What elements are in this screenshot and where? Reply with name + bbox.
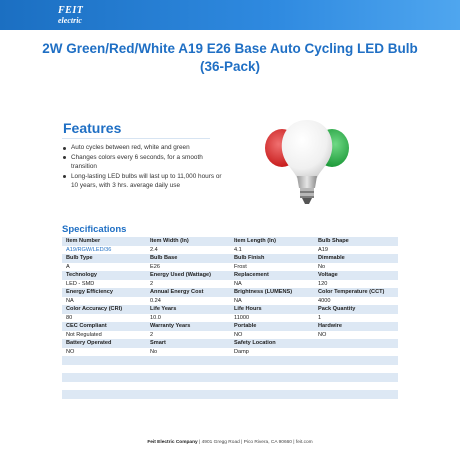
spec-value: 120 [318, 280, 328, 287]
spec-label: Battery Operated [66, 340, 112, 346]
spec-value: Frost [234, 263, 247, 270]
specifications-table [62, 237, 398, 407]
spec-empty-row [62, 390, 398, 399]
spec-header-row [62, 271, 398, 280]
spec-value: 1 [318, 314, 322, 321]
spec-value: 80 [66, 314, 73, 321]
footer-website: feit.com [295, 440, 313, 445]
spec-value: NA [66, 297, 74, 304]
spec-label: Hardwire [318, 323, 342, 329]
spec-value: 2.4 [150, 246, 158, 253]
led-bulb-icon [262, 112, 352, 210]
spec-value: LED - SMD [66, 280, 95, 287]
spec-value-row [62, 297, 398, 306]
spec-empty-row [62, 399, 398, 408]
feature-item: Auto cycles between red, white and green [62, 143, 227, 153]
spec-value-row [62, 314, 398, 323]
bulb-neck [297, 176, 317, 188]
product-title: 2W Green/Red/White A19 E26 Base Auto Cycling LED Bulb (36-Pack) [42, 41, 418, 74]
spec-label: Portable [234, 323, 257, 329]
spec-label: Color Accuracy (CRI) [66, 306, 123, 312]
spec-empty-row [62, 373, 398, 382]
spec-header-row [62, 322, 398, 331]
spec-value: A19 [318, 246, 328, 253]
spec-label: Brightness (LUMENS) [234, 289, 293, 295]
spec-value: 11000 [234, 314, 250, 321]
spec-value-row [62, 331, 398, 340]
footer-company: Feit Electric Company [147, 440, 198, 445]
spec-label: Item Length (In) [234, 238, 276, 244]
spec-value: No [318, 263, 326, 270]
spec-label: Bulb Shape [318, 238, 349, 244]
spec-value: NO [318, 331, 327, 338]
spec-value-row [62, 280, 398, 289]
bulb-base [300, 188, 314, 204]
white-bulb-glass [282, 120, 333, 178]
feature-item: Changes colors every 6 seconds, for a smooth transition [62, 153, 227, 172]
spec-header-row [62, 305, 398, 314]
spec-label: Replacement [234, 272, 269, 278]
spec-label: Annual Energy Cost [150, 289, 204, 295]
specifications-heading: Specifications [62, 224, 127, 235]
spec-value: 10.0 [150, 314, 161, 321]
spec-value: Not Regulated [66, 331, 102, 338]
spec-label: Technology [66, 272, 97, 278]
features-heading: Features [63, 120, 122, 136]
spec-value-row [62, 348, 398, 357]
spec-label: Bulb Type [66, 255, 93, 261]
spec-value: 0.24 [150, 297, 161, 304]
spec-label: CEC Compliant [66, 323, 107, 329]
spec-label: Voltage [318, 272, 338, 278]
spec-label: Smart [150, 340, 166, 346]
spec-value-row [62, 246, 398, 255]
spec-label: Energy Efficiency [66, 289, 113, 295]
logo-subtext: electric [58, 16, 82, 25]
spec-label: Dimmable [318, 255, 345, 261]
footer: Feit Electric Company | 4901 Gregg Road | Pico Rivera, CA 90660 | feit.com [147, 440, 313, 445]
spec-value: E26 [150, 263, 160, 270]
spec-value-row [62, 263, 398, 272]
spec-header-row [62, 339, 398, 348]
spec-value: Damp [234, 348, 249, 355]
spec-value [314, 348, 318, 357]
spec-value: 4000 [318, 297, 331, 304]
spec-empty-row [62, 356, 398, 365]
logo-wordmark: FEIT [58, 5, 84, 16]
spec-label: Color Temperature (CCT) [318, 289, 385, 295]
footer-address: 4901 Gregg Road | Pico Rivera, CA 90660 | [201, 440, 295, 445]
spec-label: Bulb Finish [234, 255, 265, 261]
spec-value: 2 [150, 331, 154, 338]
feit-electric-logo [58, 6, 96, 26]
feature-item: Long-lasting LED bulbs will last up to 11,000 hours or 10 years, with 3 hrs. average daily use [62, 172, 227, 191]
spec-value: A [66, 263, 70, 270]
header-bar [0, 0, 460, 30]
spec-label: Warranty Years [150, 323, 191, 329]
spec-value: NA [234, 280, 242, 287]
spec-label: Life Years [150, 306, 177, 312]
spec-value: 2 [150, 280, 154, 287]
spec-value: NA [234, 297, 242, 304]
spec-empty-row [62, 382, 398, 391]
spec-label: Bulb Base [150, 255, 178, 261]
spec-value: 4.1 [234, 246, 242, 253]
spec-header-row [62, 254, 398, 263]
spec-label: Pack Quantity [318, 306, 356, 312]
spec-label: Safety Location [234, 340, 276, 346]
spec-label: Energy Used (Wattage) [150, 272, 212, 278]
spec-header-row [62, 237, 398, 246]
spec-label: Item Width (In) [150, 238, 189, 244]
features-divider [62, 138, 210, 139]
spec-label [314, 339, 318, 348]
spec-empty-row [62, 365, 398, 374]
spec-header-row [62, 288, 398, 297]
spec-label: Life Hours [234, 306, 262, 312]
spec-value: No [150, 348, 158, 355]
spec-label: Item Number [66, 238, 101, 244]
spec-value: NO [66, 348, 75, 355]
features-list [62, 143, 227, 191]
spec-value: NO [234, 331, 243, 338]
spec-value[interactable]: A19/RGW/LED/36 [66, 246, 112, 253]
